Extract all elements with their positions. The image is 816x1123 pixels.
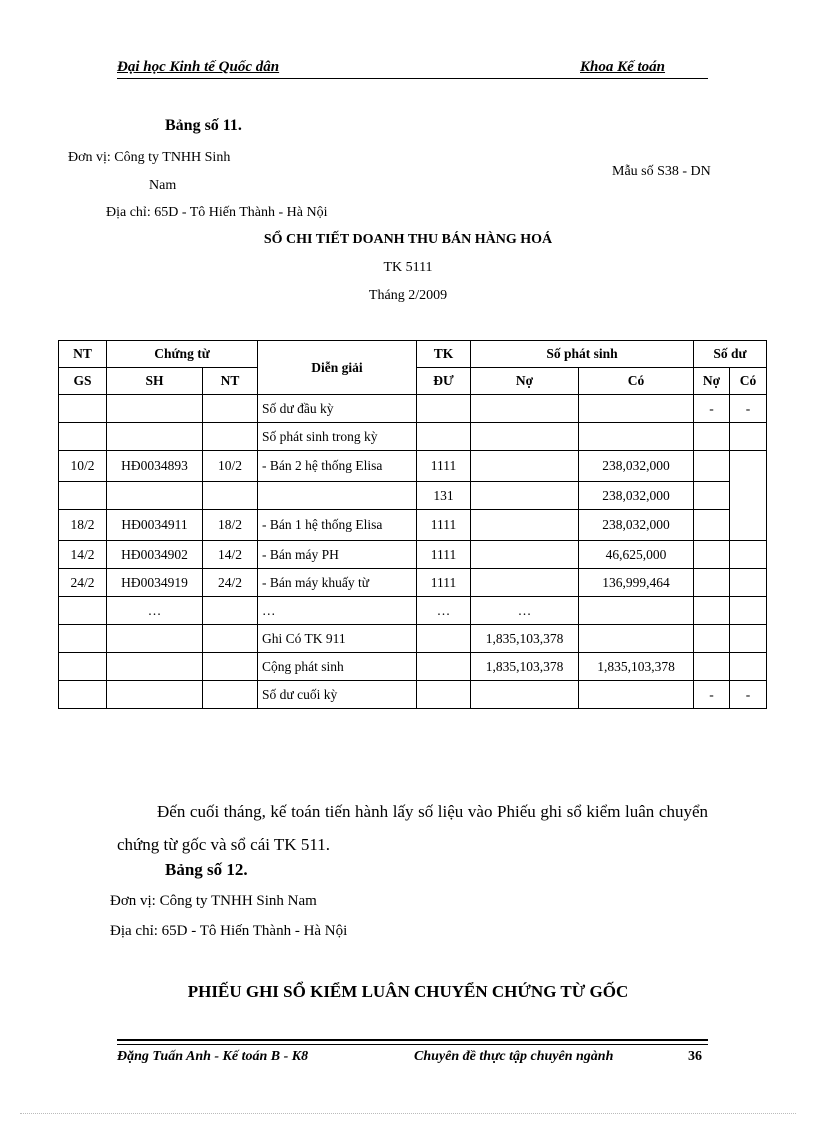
cell-gs <box>59 597 107 625</box>
cell-tk: 1111 <box>417 510 471 541</box>
cell-bal-credit: - <box>730 681 767 709</box>
col-voucher: Chứng từ <box>107 341 258 368</box>
cell-nt <box>203 653 258 681</box>
cell-tk <box>417 423 471 451</box>
cell-desc: Số phát sinh trong kỳ <box>258 423 417 451</box>
col-nt: NT <box>203 368 258 395</box>
table11-address: Địa chỉ: 65D - Tô Hiến Thành - Hà Nội <box>106 205 328 220</box>
cell-tk: 1111 <box>417 569 471 597</box>
cell-gs <box>59 395 107 423</box>
footer-author: Đặng Tuấn Anh - Kế toán B - K8 <box>117 1049 309 1064</box>
cell-bal-debit <box>694 482 730 510</box>
table-row <box>59 653 767 681</box>
cell-debit: 1,835,103,378 <box>471 625 579 653</box>
cell-credit: 136,999,464 <box>579 569 694 597</box>
cell-tk: … <box>417 597 471 625</box>
cell-nt <box>203 681 258 709</box>
col-tk-top: TK <box>417 341 471 368</box>
body-paragraph: Đến cuối tháng, kế toán tiến hành lấy số liệu vào Phiếu ghi sổ kiểm luân chuyển chứng từ gốc và sổ cái TK 511. <box>117 802 708 854</box>
cell-bal-debit <box>694 451 730 482</box>
table11-unit-cont: Nam <box>149 178 177 193</box>
cell-nt: 14/2 <box>203 541 258 569</box>
header-rule <box>117 78 708 79</box>
cell-bal-credit <box>730 597 767 625</box>
cell-debit <box>471 569 579 597</box>
cell-nt <box>203 625 258 653</box>
cell-nt: 24/2 <box>203 569 258 597</box>
col-sh: SH <box>107 368 203 395</box>
cell-bal-debit: - <box>694 681 730 709</box>
cell-credit <box>579 625 694 653</box>
cell-credit <box>579 597 694 625</box>
cell-desc: Cộng phát sinh <box>258 653 417 681</box>
cell-tk <box>417 395 471 423</box>
cell-tk <box>417 625 471 653</box>
cell-gs <box>59 625 107 653</box>
cell-bal-credit: - <box>730 395 767 423</box>
cell-bal-debit <box>694 541 730 569</box>
cell-gs: 18/2 <box>59 510 107 541</box>
cell-sh <box>107 653 203 681</box>
cell-tk: 131 <box>417 482 471 510</box>
cell-nt: 18/2 <box>203 510 258 541</box>
table-row <box>59 451 767 482</box>
cell-tk: 1111 <box>417 451 471 482</box>
col-debit: Nợ <box>471 368 579 395</box>
table11-form-no: Mẫu số S38 - DN <box>612 164 711 179</box>
cell-debit <box>471 482 579 510</box>
cell-gs: 24/2 <box>59 569 107 597</box>
table-row <box>59 395 767 423</box>
header-school: Đại học Kinh tế Quốc dân <box>117 59 280 75</box>
table12-unit: Đơn vị: Công ty TNHH Sinh Nam <box>110 893 317 909</box>
cell-desc: - Bán máy PH <box>258 541 417 569</box>
footer-rule-bottom <box>117 1044 708 1045</box>
table-row <box>59 569 767 597</box>
cell-sh: HĐ0034902 <box>107 541 203 569</box>
cell-credit: 238,032,000 <box>579 482 694 510</box>
col-bal-debit: Nợ <box>694 368 730 395</box>
cell-tk <box>417 681 471 709</box>
table11-title: SỔ CHI TIẾT DOANH THU BÁN HÀNG HOÁ <box>263 232 553 247</box>
table11-account: TK 5111 <box>383 260 433 275</box>
cell-debit <box>471 510 579 541</box>
cell-sh <box>107 681 203 709</box>
cell-bal-debit: - <box>694 395 730 423</box>
cell-debit <box>471 395 579 423</box>
cell-credit <box>579 423 694 451</box>
cell-sh <box>107 395 203 423</box>
cell-desc: - Bán máy khuấy từ <box>258 569 417 597</box>
cell-sh <box>107 482 203 510</box>
cell-nt <box>203 482 258 510</box>
cell-bal-credit <box>730 541 767 569</box>
col-tk-bottom: ĐƯ <box>417 368 471 395</box>
cell-gs: 10/2 <box>59 451 107 482</box>
cell-credit: 1,835,103,378 <box>579 653 694 681</box>
cell-debit <box>471 541 579 569</box>
cell-debit: … <box>471 597 579 625</box>
cell-sh: HĐ0034911 <box>107 510 203 541</box>
cell-bal-credit <box>730 451 767 541</box>
cell-bal-debit <box>694 625 730 653</box>
col-nt-gs-bottom: GS <box>59 368 107 395</box>
col-arising: Số phát sinh <box>471 341 694 368</box>
cell-bal-credit <box>730 653 767 681</box>
cell-tk: 1111 <box>417 541 471 569</box>
cell-credit: 238,032,000 <box>579 510 694 541</box>
page-bottom-border <box>20 1113 796 1114</box>
cell-desc: Số dư cuối kỳ <box>258 681 417 709</box>
cell-tk <box>417 653 471 681</box>
cell-bal-credit <box>730 423 767 451</box>
cell-sh: … <box>107 597 203 625</box>
cell-gs <box>59 423 107 451</box>
col-credit: Có <box>579 368 694 395</box>
table-row <box>59 510 767 541</box>
cell-gs: 14/2 <box>59 541 107 569</box>
col-balance: Số dư <box>694 341 767 368</box>
cell-bal-debit <box>694 569 730 597</box>
cell-desc: - Bán 1 hệ thống Elisa <box>258 510 417 541</box>
footer-topic: Chuyên đề thực tập chuyên ngành <box>414 1049 614 1064</box>
cell-bal-debit <box>694 423 730 451</box>
cell-credit: 46,625,000 <box>579 541 694 569</box>
col-bal-credit: Có <box>730 368 767 395</box>
table12-address: Địa chỉ: 65D - Tô Hiến Thành - Hà Nội <box>110 923 348 939</box>
cell-gs <box>59 653 107 681</box>
col-nt-gs-top: NT <box>59 341 107 368</box>
table11-unit: Đơn vị: Công ty TNHH Sinh <box>68 150 231 165</box>
cell-sh <box>107 423 203 451</box>
table12-label: Bảng số 12. <box>165 860 248 879</box>
table-row <box>59 625 767 653</box>
table11-period: Tháng 2/2009 <box>368 288 448 303</box>
header-faculty: Khoa Kế toán <box>580 59 666 75</box>
cell-bal-debit <box>694 653 730 681</box>
col-description: Diễn giải <box>258 341 417 395</box>
cell-debit: 1,835,103,378 <box>471 653 579 681</box>
footer-page-number: 36 <box>688 1049 702 1064</box>
cell-sh: HĐ0034919 <box>107 569 203 597</box>
footer-rule-top <box>117 1039 708 1041</box>
cell-gs <box>59 482 107 510</box>
cell-nt: 10/2 <box>203 451 258 482</box>
cell-nt <box>203 597 258 625</box>
cell-bal-debit <box>694 510 730 541</box>
cell-bal-credit <box>730 569 767 597</box>
cell-desc: Số dư đầu kỳ <box>258 395 417 423</box>
ledger-table <box>58 340 767 709</box>
cell-bal-debit <box>694 597 730 625</box>
cell-gs <box>59 681 107 709</box>
cell-credit: 238,032,000 <box>579 451 694 482</box>
table-row <box>59 597 767 625</box>
cell-desc: - Bán 2 hệ thống Elisa <box>258 451 417 482</box>
cell-bal-credit <box>730 625 767 653</box>
cell-nt <box>203 423 258 451</box>
table12-title: PHIẾU GHI SỔ KIỂM LUÂN CHUYỂN CHỨNG TỪ GỐC <box>187 982 629 1001</box>
cell-desc: Ghi Có TK 911 <box>258 625 417 653</box>
cell-credit <box>579 681 694 709</box>
cell-debit <box>471 423 579 451</box>
table-row <box>59 541 767 569</box>
cell-sh: HĐ0034893 <box>107 451 203 482</box>
table-row <box>59 482 767 510</box>
cell-desc <box>258 482 417 510</box>
table-row <box>59 423 767 451</box>
cell-sh <box>107 625 203 653</box>
cell-debit <box>471 681 579 709</box>
table-row <box>59 681 767 709</box>
cell-credit <box>579 395 694 423</box>
cell-nt <box>203 395 258 423</box>
cell-debit <box>471 451 579 482</box>
cell-desc: … <box>258 597 417 625</box>
table11-label: Bảng số 11. <box>165 117 242 134</box>
